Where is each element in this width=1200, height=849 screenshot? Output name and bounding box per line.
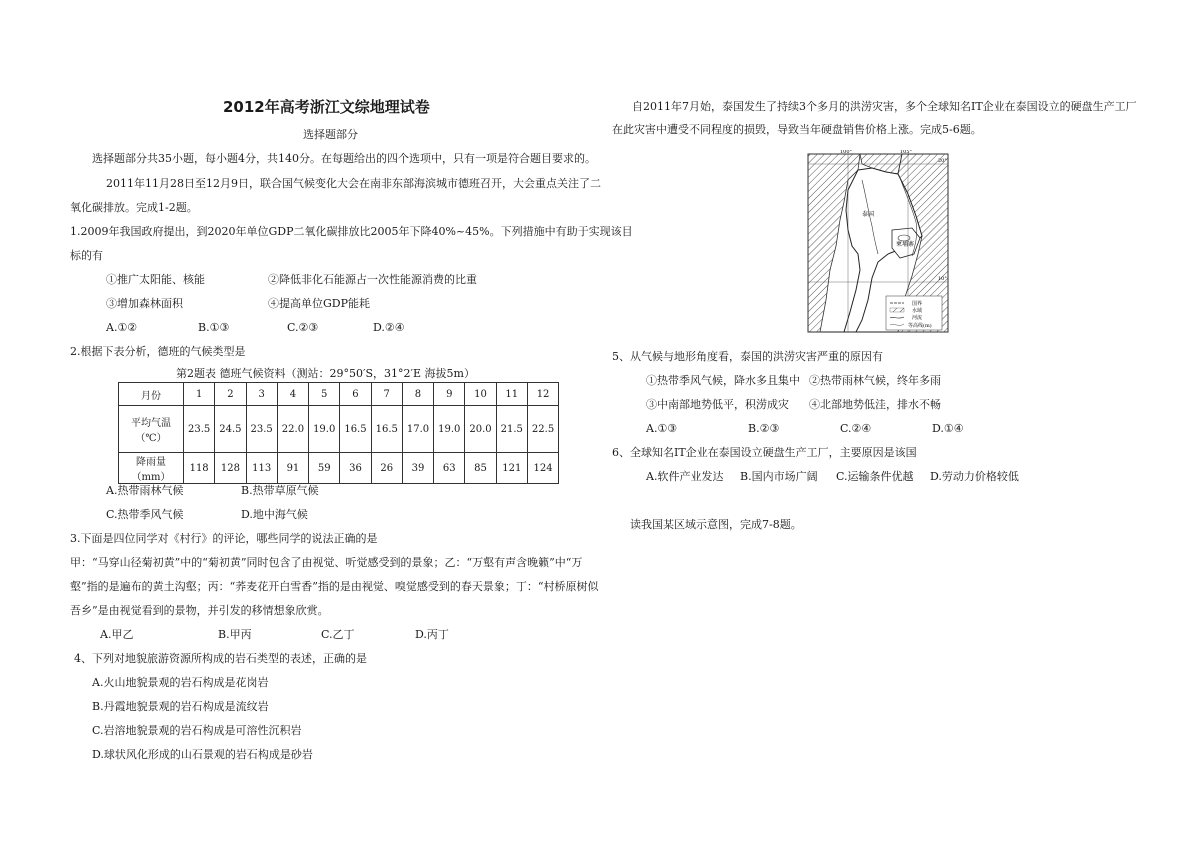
temp-cell: 22.5 xyxy=(527,406,558,453)
q2-option-a: A.热带雨林气候 xyxy=(106,484,184,497)
q1-stem-line2: 标的有 xyxy=(70,249,103,262)
intro-text: 选择题部分共35小题，每小题4分，共140分。在每题给出的四个选项中，只有一项是符合题目要求的。 xyxy=(92,152,596,165)
legend-label: 河流 xyxy=(912,315,923,321)
q4-option-a: A.火山地貌景观的岩石构成是花岗岩 xyxy=(92,676,269,689)
passage1-line2: 氧化碳排放。完成1-2题。 xyxy=(70,201,198,214)
passage2-line1: 自2011年7月始，泰国发生了持续3个多月的洪涝灾害，多个全球知名IT企业在泰国设立的硬盘生产工厂 xyxy=(632,100,1137,113)
region-label-cambodia: 柬埔寨 xyxy=(896,241,915,248)
q6-option-a: A.软件产业发达 xyxy=(646,470,724,483)
rain-cell: 121 xyxy=(496,453,527,484)
month-cell: 1 xyxy=(184,383,215,406)
q3-option-d: D.丙丁 xyxy=(415,628,449,641)
temp-cell: 24.5 xyxy=(215,406,246,453)
rain-cell: 59 xyxy=(309,453,340,484)
rain-cell: 113 xyxy=(246,453,277,484)
temp-cell: 19.0 xyxy=(434,406,465,453)
q1-option-a: A.①② xyxy=(106,321,138,334)
q1-stem-line1: 1.2009年我国政府提出，到2020年单位GDP二氧化碳排放比2005年下降40%~45%。下列措施中有助于实现该目 xyxy=(70,225,633,238)
q5-item: ①热带季风气候，降水多且集中 xyxy=(646,374,800,387)
q3-stem-line3: 壑”指的是遍布的黄土沟壑；丙：“荞麦花开白雪香”指的是由视觉、嗅觉感受到的春天景象；丁：“村桥原树似 xyxy=(70,580,599,593)
q5-option-c: C.②④ xyxy=(840,422,872,435)
temp-cell: 19.0 xyxy=(309,406,340,453)
section-heading: 选择题部分 xyxy=(303,128,358,141)
q5-option-a: A.①③ xyxy=(646,422,678,435)
q3-option-a: A.甲乙 xyxy=(100,628,134,641)
temp-label-line1: 平均气温 xyxy=(131,418,171,429)
temp-cell: 17.0 xyxy=(402,406,433,453)
month-cell: 6 xyxy=(340,383,371,406)
table-header-cell: 月份 xyxy=(119,383,184,406)
q5-item: ③中南部地势低平，积涝成灾 xyxy=(646,398,789,411)
month-cell: 10 xyxy=(465,383,496,406)
q1-item: ②降低非化石能源占一次性能源消费的比重 xyxy=(268,273,477,286)
rain-label-cell: 降雨量（mm） xyxy=(119,453,184,484)
q2-option-b: B.热带草原气候 xyxy=(241,484,319,497)
temp-cell: 20.0 xyxy=(465,406,496,453)
q3-stem-line1: 3.下面是四位同学对《村行》的评论，哪些同学的说法正确的是 xyxy=(70,532,378,545)
table-row xyxy=(119,453,559,484)
temp-cell: 16.5 xyxy=(371,406,402,453)
month-cell: 7 xyxy=(371,383,402,406)
lon-label: 100° xyxy=(840,150,853,155)
rain-cell: 124 xyxy=(527,453,558,484)
region-label-thailand: 泰国 xyxy=(862,211,875,218)
month-cell: 11 xyxy=(496,383,527,406)
q1-option-d: D.②④ xyxy=(373,321,405,334)
temp-cell: 16.5 xyxy=(340,406,371,453)
rain-cell: 26 xyxy=(371,453,402,484)
month-cell: 5 xyxy=(309,383,340,406)
q4-stem: 4、下列对地貌旅游资源所构成的岩石类型的表述，正确的是 xyxy=(74,652,367,665)
month-cell: 12 xyxy=(527,383,558,406)
q3-option-c: C.乙丁 xyxy=(321,628,355,641)
q4-option-c: C.岩溶地貌景观的岩石构成是可溶性沉积岩 xyxy=(92,724,302,737)
thailand-map xyxy=(800,150,950,334)
q5-option-d: D.①④ xyxy=(932,422,964,435)
table-row xyxy=(119,406,559,453)
temp-cell: 22.0 xyxy=(277,406,308,453)
q5-option-b: B.②③ xyxy=(748,422,780,435)
month-cell: 9 xyxy=(434,383,465,406)
passage2-line2: 在此灾害中遭受不同程度的损毁，导致当年硬盘销售价格上涨。完成5-6题。 xyxy=(612,123,982,136)
q4-option-b: B.丹霞地貌景观的岩石构成是流纹岩 xyxy=(92,700,269,713)
q6-option-b: B.国内市场广阔 xyxy=(740,470,818,483)
q6-option-d: D.劳动力价格较低 xyxy=(930,470,1019,483)
month-cell: 4 xyxy=(277,383,308,406)
table-row xyxy=(119,383,559,406)
q1-option-c: C.②③ xyxy=(287,321,319,334)
rain-cell: 118 xyxy=(184,453,215,484)
rain-cell: 63 xyxy=(434,453,465,484)
lat-label: 20° xyxy=(938,158,947,164)
q1-option-b: B.①③ xyxy=(198,321,230,334)
rain-cell: 91 xyxy=(277,453,308,484)
rain-cell: 85 xyxy=(465,453,496,484)
q3-stem-line4: 吾乡”是由视觉看到的景物，并引发的移情想象欣赏。 xyxy=(70,604,329,617)
q2-option-d: D.地中海气候 xyxy=(241,508,308,521)
lat-label: 10° xyxy=(938,276,947,282)
temp-label-cell xyxy=(119,406,184,453)
q6-option-c: C.运输条件优越 xyxy=(836,470,914,483)
month-cell: 3 xyxy=(246,383,277,406)
temp-cell: 23.5 xyxy=(184,406,215,453)
page-title: 2012年高考浙江文综地理试卷 xyxy=(223,98,430,116)
legend-label: 等高线(m) xyxy=(908,323,932,329)
q5-item: ④北部地势低洼，排水不畅 xyxy=(809,398,941,411)
climate-table xyxy=(118,382,559,484)
q3-option-b: B.甲丙 xyxy=(218,628,252,641)
q3-stem-line2: 甲：“马穿山径菊初黄”中的“菊初黄”同时包含了由视觉、听觉感受到的景象；乙：“万壑有声含晚籁”中“万 xyxy=(70,556,583,569)
legend-label: 国界 xyxy=(912,301,923,307)
month-cell: 2 xyxy=(215,383,246,406)
passage3: 读我国某区域示意图，完成7-8题。 xyxy=(630,518,802,531)
q1-item: ④提高单位GDP能耗 xyxy=(268,297,371,310)
temp-label-line2: （℃） xyxy=(135,433,167,444)
q4-option-d: D.球状风化形成的山石景观的岩石构成是砂岩 xyxy=(92,748,313,761)
q2-stem: 2.根据下表分析，德班的气候类型是 xyxy=(70,345,246,358)
rain-cell: 36 xyxy=(340,453,371,484)
legend-label: 水域 xyxy=(912,308,923,314)
legend-water-symbol xyxy=(890,308,904,312)
q5-item: ②热带雨林气候，终年多雨 xyxy=(809,374,941,387)
q5-stem: 5、从气候与地形角度看，泰国的洪涝灾害严重的原因有 xyxy=(612,350,883,363)
lon-label: 105° xyxy=(900,150,913,155)
month-cell: 8 xyxy=(402,383,433,406)
q2-option-c: C.热带季风气候 xyxy=(106,508,184,521)
rain-cell: 39 xyxy=(402,453,433,484)
temp-cell: 21.5 xyxy=(496,406,527,453)
q1-item: ③增加森林面积 xyxy=(106,297,183,310)
temp-cell: 23.5 xyxy=(246,406,277,453)
q1-item: ①推广太阳能、核能 xyxy=(106,273,205,286)
rain-cell: 128 xyxy=(215,453,246,484)
q6-stem: 6、全球知名IT企业在泰国设立硬盘生产工厂，主要原因是该国 xyxy=(612,446,917,459)
passage1-line1: 2011年11月28日至12月9日，联合国气候变化大会在南非东部海滨城市德班召开，大会重点关注了二 xyxy=(106,177,601,190)
q2-table-caption: 第2题表 德班气候资料（测站：29°50′S，31°2′E 海拔5m） xyxy=(176,367,475,380)
